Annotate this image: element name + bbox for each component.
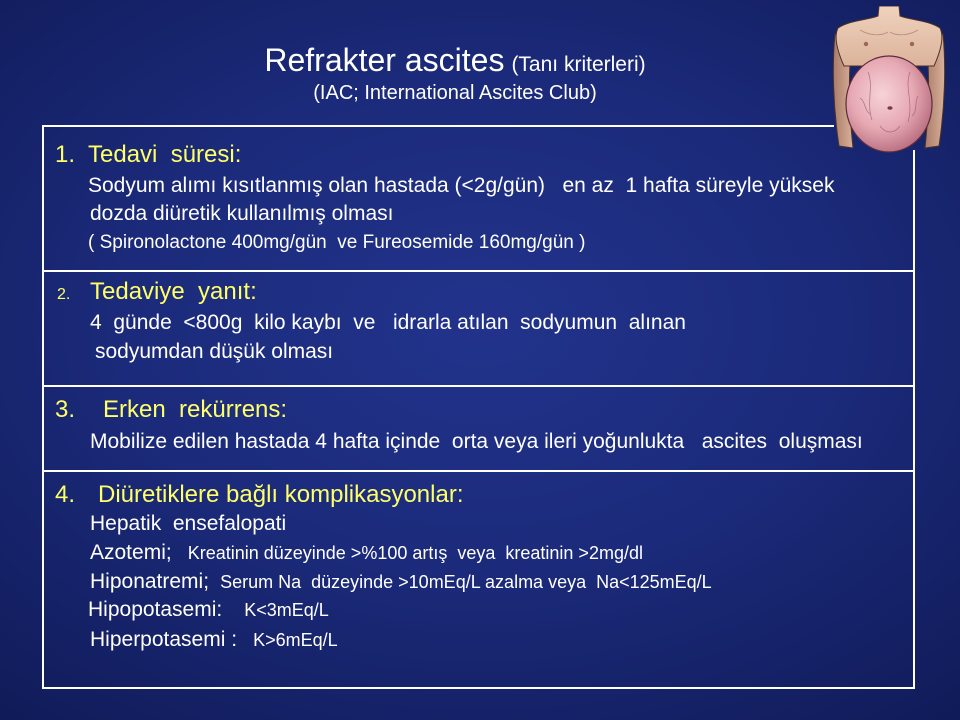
criterion-text-line: ( Spironolactone 400mg/gün ve Fureosemide 160mg/gün ) <box>88 232 586 253</box>
title-main: Refrakter ascites <box>264 42 505 78</box>
slide-title <box>155 42 755 79</box>
criterion-text-line: Sodyum alımı kısıtlanmış olan hastada (<2g/gün) en az 1 hafta süreyle yüksek <box>88 174 835 197</box>
box-border-bottom <box>42 687 915 689</box>
slide-subtitle: (IAC; International Ascites Club) <box>313 82 597 104</box>
complication-label: Hipopotasemi: <box>88 598 223 621</box>
criterion-text-line: dozda diüretik kullanılmış olması <box>90 202 394 225</box>
criterion-number: 4. <box>55 481 76 508</box>
criterion-text-line: sodyumdan düşük olması <box>95 340 334 363</box>
box-border-right <box>913 150 915 689</box>
criterion-title: Erken rekürrens: <box>103 396 288 423</box>
navel <box>887 106 892 110</box>
criterion-text-line: 4 günde <800g kilo kaybı ve idrarla atılan sodyumun alınan <box>90 311 686 334</box>
criterion-number: 1. <box>55 141 76 168</box>
criterion-title: Tedavi süresi: <box>88 141 242 168</box>
section-divider <box>42 270 915 272</box>
criterion-title: Diüretiklere bağlı komplikasyonlar: <box>98 481 464 508</box>
criterion-text-line: Mobilize edilen hastada 4 hafta içinde orta veya ileri yoğunlukta ascites oluşması <box>90 430 863 453</box>
complication-detail: K>6mEq/L <box>253 630 338 650</box>
title-note: (Tanı kriterleri) <box>511 53 646 76</box>
box-border-left <box>42 125 44 689</box>
criterion-heading-3 <box>55 396 287 424</box>
section-divider <box>42 385 915 387</box>
complication-item <box>88 598 329 622</box>
complication-label: Hiperpotasemi : <box>90 628 238 651</box>
box-border-top <box>42 125 834 127</box>
complication-label: Hiponatremi; <box>90 570 210 593</box>
right-nipple <box>910 42 914 46</box>
left-nipple <box>864 42 868 46</box>
complication-label: Azotemi; <box>90 541 172 564</box>
complication-detail: K<3mEq/L <box>244 600 329 620</box>
criterion-heading-4 <box>55 481 463 509</box>
criterion-number: 2. <box>57 286 71 303</box>
complication-item <box>90 541 643 565</box>
criterion-heading-2 <box>57 278 257 306</box>
distended-abdomen <box>846 56 932 152</box>
criterion-number: 3. <box>55 396 76 423</box>
complication-detail: Kreatinin düzeyinde >%100 artış veya kreatinin >2mg/dl <box>187 543 643 563</box>
criterion-heading-1 <box>55 141 241 169</box>
criterion-title: Tedaviye yanıt: <box>90 278 257 305</box>
patient-abdomen-photo <box>830 6 948 154</box>
section-divider <box>42 470 915 472</box>
complication-detail: Serum Na düzeyinde >10mEq/L azalma veya Na<125mEq/L <box>220 572 712 592</box>
complication-item <box>90 570 712 594</box>
complication-item: Hepatik ensefalopati <box>90 512 287 535</box>
complication-item <box>90 628 338 652</box>
